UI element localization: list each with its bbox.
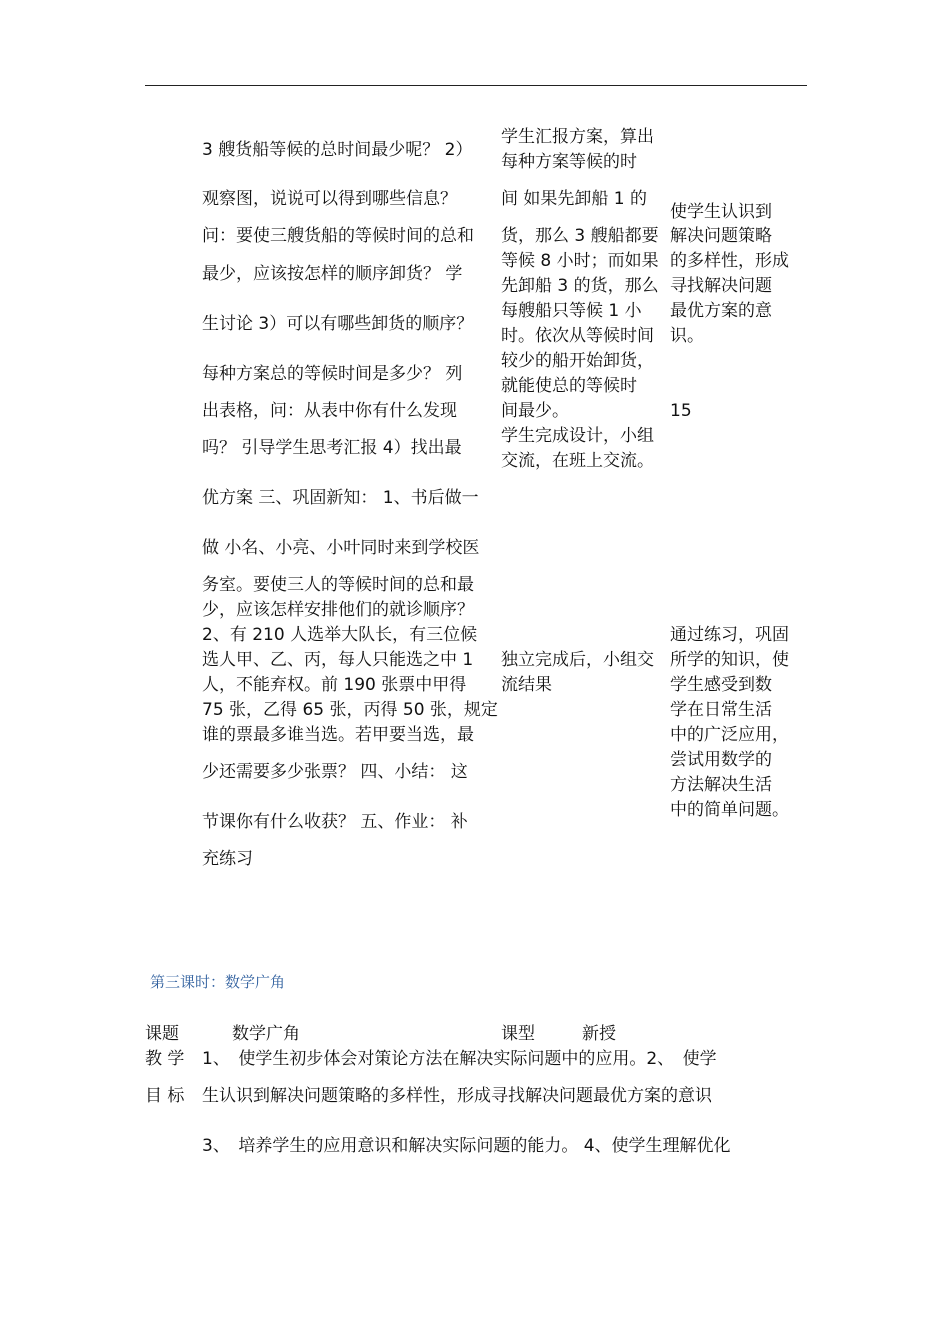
col3-line: 通过练习，巩固 xyxy=(670,625,789,645)
col1-line: 少还需要多少张票？ 四、小结： 这 xyxy=(202,762,468,782)
col2-line: 交流，在班上交流。 xyxy=(501,451,654,471)
header-rule xyxy=(145,85,807,86)
col3-line: 解决问题策略 xyxy=(670,226,772,246)
col1-line: 2、有 210 人选举大队长，有三位候 xyxy=(202,625,478,645)
col3-line: 所学的知识，使 xyxy=(670,650,789,670)
col2-line: 先卸船 3 的货，那么 xyxy=(501,276,659,296)
col2-line: 间最少。 xyxy=(501,401,569,421)
col3-line: 寻找解决问题 xyxy=(670,276,772,296)
col2-line: 等候 8 小时；而如果 xyxy=(501,251,659,271)
type-value: 新授 xyxy=(582,1024,616,1044)
col1-line: 优方案 三、巩固新知： 1、书后做一 xyxy=(202,488,479,508)
col2-line: 间 如果先卸船 1 的 xyxy=(501,189,648,209)
col1-line: 75 张，乙得 65 张，丙得 50 张，规定 xyxy=(202,700,498,720)
col3-line: 的多样性，形成 xyxy=(670,251,789,271)
col2-line: 每艘船只等候 1 小 xyxy=(501,301,642,321)
goal-line: 3、 培养学生的应用意识和解决实际问题的能力。 4、使学生理解优化 xyxy=(202,1136,731,1156)
col3-line: 中的广泛应用， xyxy=(670,725,789,745)
col2-line: 独立完成后，小组交 xyxy=(501,650,654,670)
col1-line: 最少，应该按怎样的顺序卸货？ 学 xyxy=(202,264,463,284)
goal-label: 教 学 xyxy=(145,1049,185,1069)
topic-value: 数学广角 xyxy=(232,1024,300,1044)
col1-line: 少，应该怎样安排他们的就诊顺序？ xyxy=(202,600,474,620)
col1-line: 充练习 xyxy=(202,849,253,869)
col1-line: 做 小名、小亮、小叶同时来到学校医 xyxy=(202,538,480,558)
col1-line: 吗？ 引导学生思考汇报 4）找出最 xyxy=(202,438,462,458)
goal-line: 1、 使学生初步体会对策论方法在解决实际问题中的应用。2、 使学 xyxy=(202,1049,717,1069)
col3-line: 使学生认识到 xyxy=(670,202,772,222)
col2-line: 货，那么 3 艘船都要 xyxy=(501,226,659,246)
col3-line: 识。 xyxy=(670,326,704,346)
type-label: 课型 xyxy=(501,1024,535,1044)
col2-line: 流结果 xyxy=(501,675,552,695)
col1-line: 出表格，问：从表中你有什么发现 xyxy=(202,401,457,421)
col1-line: 谁的票最多谁当选。若甲要当选，最 xyxy=(202,725,474,745)
col1-line: 观察图，说说可以得到哪些信息？ xyxy=(202,189,457,209)
col2-line: 每种方案等候的时 xyxy=(501,152,637,172)
col1-line: 人，不能弃权。前 190 张票中甲得 xyxy=(202,675,467,695)
col3-line: 最优方案的意 xyxy=(670,301,772,321)
col1-line: 每种方案总的等候时间是多少？ 列 xyxy=(202,364,463,384)
col1-line: 生讨论 3）可以有哪些卸货的顺序？ xyxy=(202,314,474,334)
col2-line: 时。依次从等候时间 xyxy=(501,326,654,346)
col3-line: 15 xyxy=(670,401,692,421)
col3-line: 方法解决生活 xyxy=(670,775,772,795)
col3-line: 尝试用数学的 xyxy=(670,750,772,770)
col1-line: 选人甲、乙、丙，每人只能选之中 1 xyxy=(202,650,474,670)
col1-line: 务室。要使三人的等候时间的总和最 xyxy=(202,575,474,595)
col3-line: 学生感受到数 xyxy=(670,675,772,695)
goal-label: 目 标 xyxy=(145,1086,185,1106)
col1-line: 节课你有什么收获？ 五、作业： 补 xyxy=(202,812,468,832)
col2-line: 学生完成设计，小组 xyxy=(501,426,654,446)
col2-line: 就能使总的等候时 xyxy=(501,376,637,396)
col2-line: 学生汇报方案，算出 xyxy=(501,127,654,147)
col1-line: 问：要使三艘货船的等候时间的总和 xyxy=(202,226,474,246)
col1-line: 3 艘货船等候的总时间最少呢？ 2） xyxy=(202,140,473,160)
section-heading: 第三课时：数学广角 xyxy=(150,973,286,991)
topic-label: 课题 xyxy=(145,1024,179,1044)
col3-line: 学在日常生活 xyxy=(670,700,772,720)
goal-line: 生认识到解决问题策略的多样性，形成寻找解决问题最优方案的意识 xyxy=(202,1086,712,1106)
col2-line: 较少的船开始卸货， xyxy=(501,351,654,371)
col3-line: 中的简单问题。 xyxy=(670,800,789,820)
